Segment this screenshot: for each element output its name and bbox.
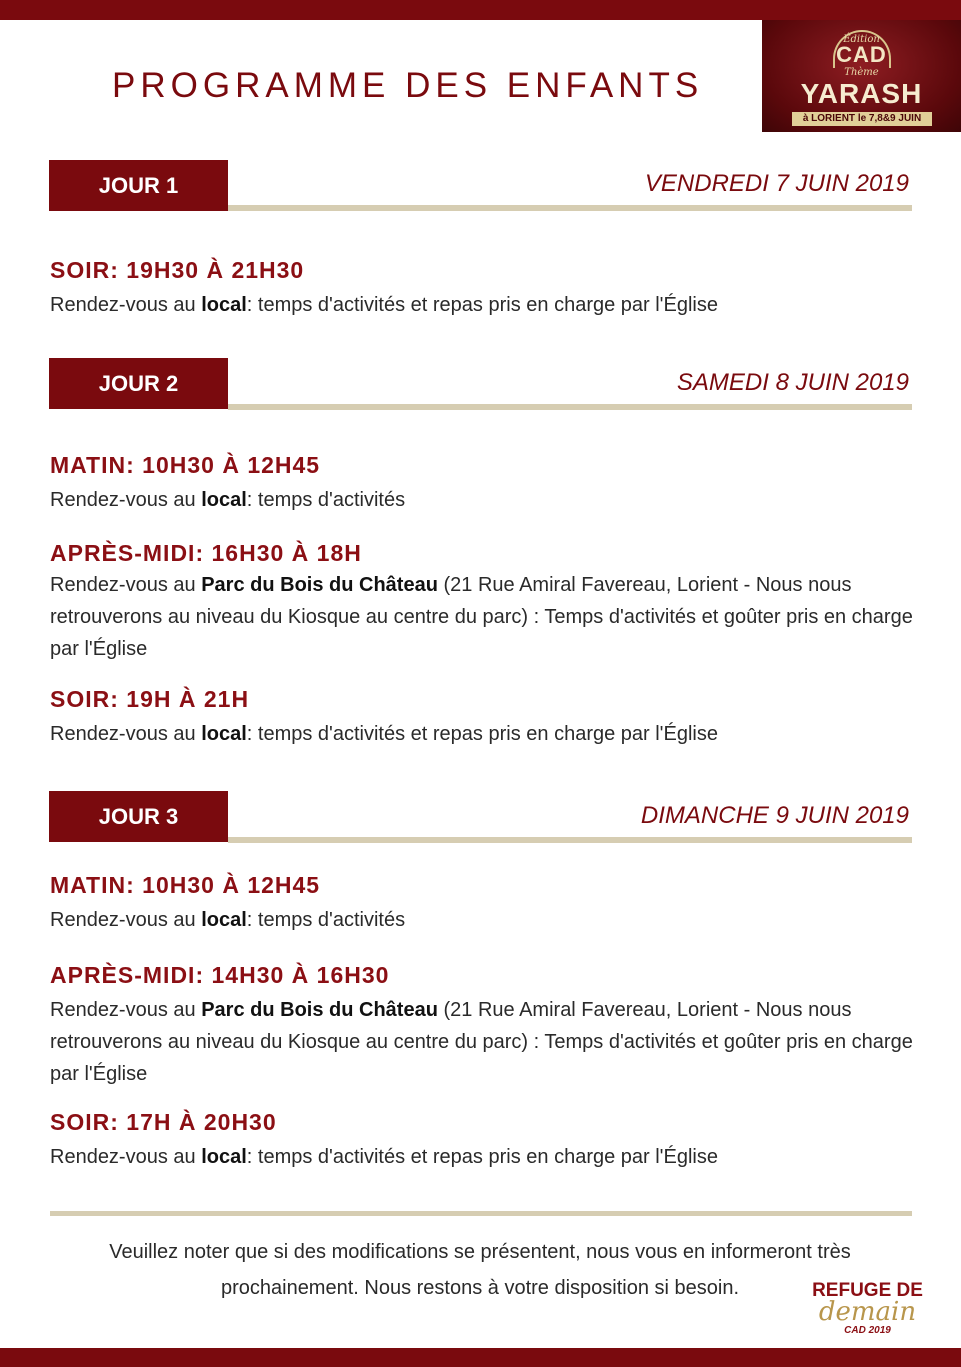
slot-place: Parc du Bois du Château xyxy=(201,999,438,1021)
slot-title: APRÈS-MIDI: 14H30 À 16H30 xyxy=(50,962,390,988)
slot-title: MATIN: 10H30 À 12H45 xyxy=(50,452,321,478)
refuge-logo xyxy=(805,1280,930,1336)
slot-title: SOIR: 19H À 21H xyxy=(50,686,250,712)
day-label: JOUR 2 xyxy=(49,358,228,409)
logo-theme: Thème xyxy=(844,67,879,78)
slot-description: Rendez-vous au local: temps d'activités et repas pris en charge par l'Église xyxy=(50,1146,718,1168)
slot-title: MATIN: 10H30 À 12H45 xyxy=(50,872,321,898)
slot-place: Parc du Bois du Château xyxy=(201,574,438,596)
day-date: VENDREDI 7 JUIN 2019 xyxy=(644,170,909,197)
slot-description: Rendez-vous au Parc du Bois du Château (21 Rue Amiral Favereau, Lorient - Nous nous retrouverons au niveau du Kiosque au centre du parc) : Temps d'activités et goûter pris en charge par l'Église xyxy=(50,574,913,660)
day-divider xyxy=(228,837,912,843)
slot-place: local xyxy=(201,294,247,316)
refuge-logo-script: demain xyxy=(818,1297,917,1327)
logo-location: à LORIENT le 7,8&9 JUIN xyxy=(792,112,932,126)
event-logo xyxy=(762,20,961,132)
day-label: JOUR 1 xyxy=(49,160,228,211)
refuge-logo-sub: CAD 2019 xyxy=(844,1325,891,1336)
footer-note: Veuillez noter que si des modifications se présentent, nous vous en informeront très prochainement. Nous restons à votre disposition si besoin. xyxy=(109,1241,851,1299)
day-divider xyxy=(228,205,912,211)
page-title: PROGRAMME DES ENFANTS xyxy=(112,66,704,105)
slot-place: local xyxy=(201,909,247,931)
top-border-bar xyxy=(0,0,961,20)
logo-edition: Édition xyxy=(843,34,880,45)
slot-description: Rendez-vous au Parc du Bois du Château (21 Rue Amiral Favereau, Lorient - Nous nous retrouverons au niveau du Kiosque au centre du parc) : Temps d'activités et goûter pris en charge par l'Église xyxy=(50,999,913,1085)
refuge-logo-title: REFUGE DE xyxy=(812,1280,923,1301)
slot-description: Rendez-vous au local: temps d'activités et repas pris en charge par l'Église xyxy=(50,723,718,745)
slot-place: local xyxy=(201,489,247,511)
slot-description: Rendez-vous au local: temps d'activités xyxy=(50,909,406,931)
day-divider xyxy=(228,404,912,410)
logo-cad: CAD xyxy=(836,42,887,67)
bottom-border-bar xyxy=(0,1348,961,1367)
logo-name: YARASH xyxy=(800,78,923,109)
slot-place: local xyxy=(201,1146,247,1168)
footer-divider xyxy=(50,1211,912,1216)
slot-description: Rendez-vous au local: temps d'activités et repas pris en charge par l'Église xyxy=(50,294,718,316)
day-date: DIMANCHE 9 JUIN 2019 xyxy=(640,802,909,829)
day-date: SAMEDI 8 JUIN 2019 xyxy=(676,369,909,396)
slot-place: local xyxy=(201,723,247,745)
slot-description: Rendez-vous au local: temps d'activités xyxy=(50,489,406,511)
slot-title: SOIR: 19H30 À 21H30 xyxy=(50,257,305,283)
slot-title: APRÈS-MIDI: 16H30 À 18H xyxy=(50,540,362,566)
slot-title: SOIR: 17H À 20H30 xyxy=(50,1109,277,1135)
day-label: JOUR 3 xyxy=(49,791,228,842)
